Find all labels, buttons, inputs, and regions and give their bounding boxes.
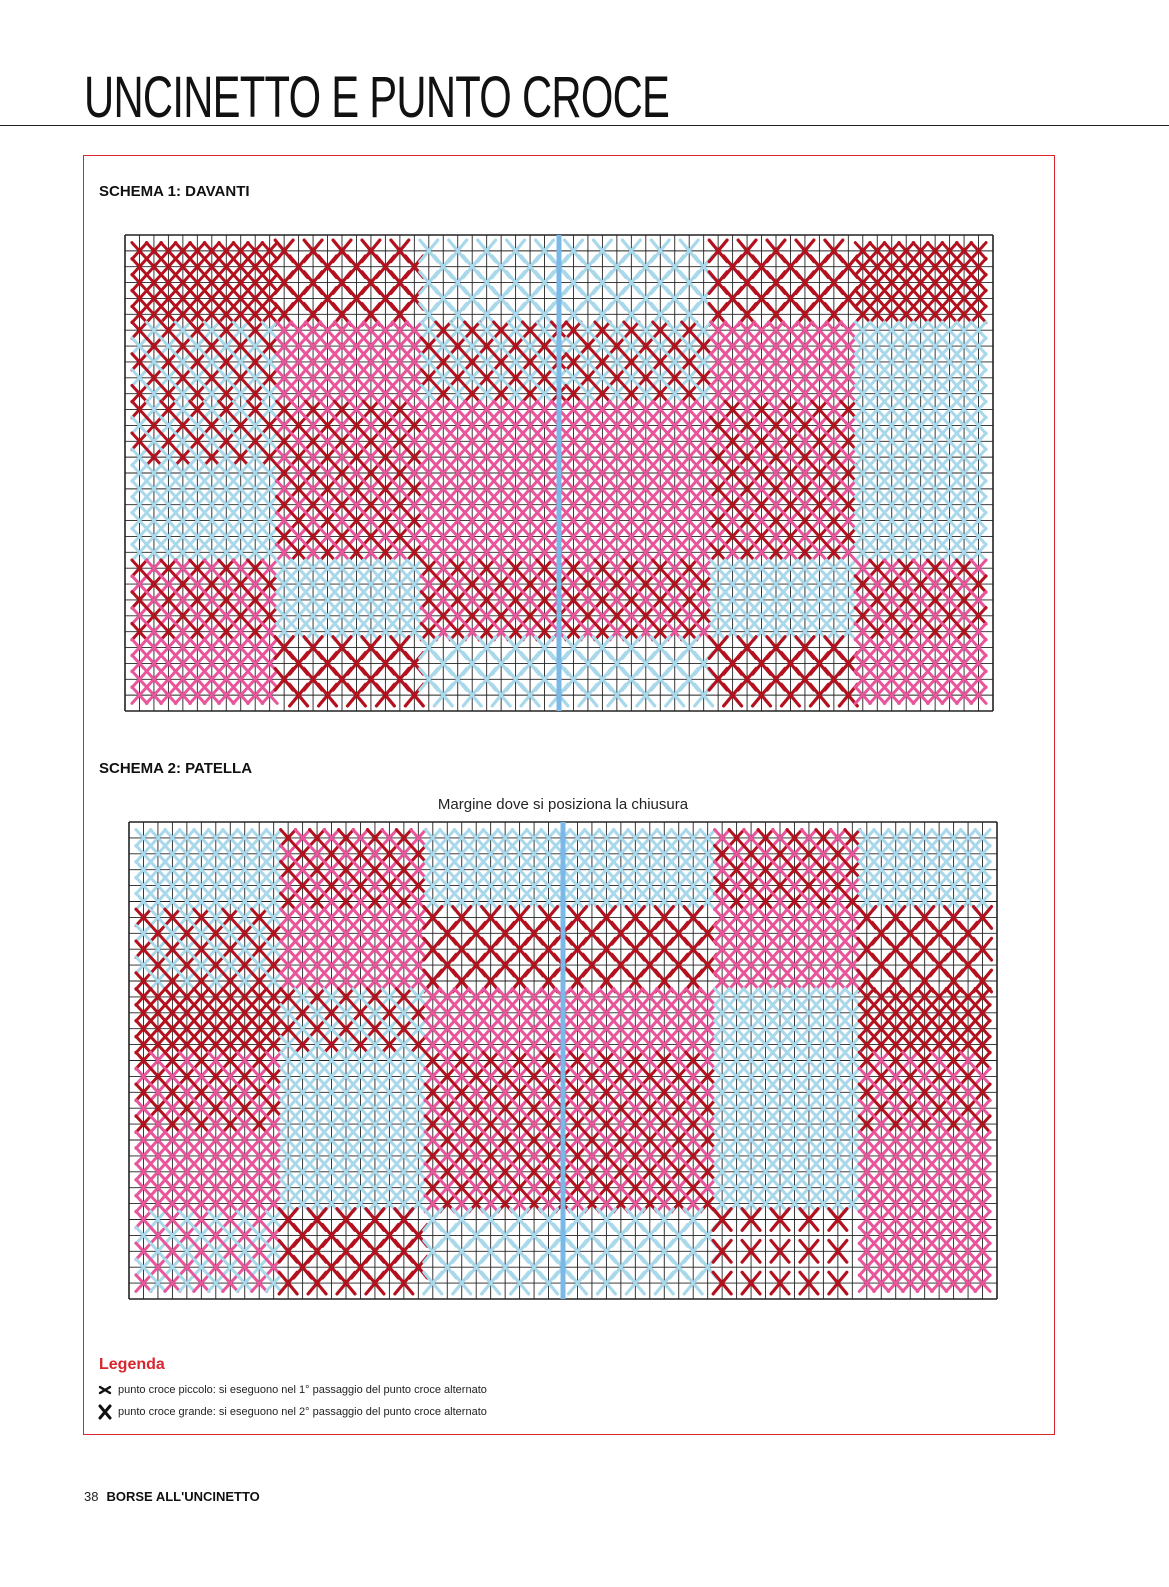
title-rule bbox=[0, 125, 1169, 126]
page-footer bbox=[84, 1489, 260, 1504]
page-title: UNCINETTO E PUNTO CROCE bbox=[84, 65, 670, 130]
legend-item-large bbox=[97, 1404, 487, 1420]
schema-1-title: SCHEMA 1: DAVANTI bbox=[99, 183, 250, 200]
legend-item-large-text: punto croce grande: si eseguono nel 2° passaggio del punto croce alternato bbox=[118, 1406, 487, 1418]
schema-2-chart bbox=[128, 821, 998, 1300]
page-number: 38 bbox=[84, 1489, 99, 1504]
schema-2-caption: Margine dove si posiziona la chiusura bbox=[437, 796, 689, 813]
legend-item-small-text: punto croce piccolo: si eseguono nel 1° passaggio del punto croce alternato bbox=[118, 1384, 487, 1396]
schema-2-title: SCHEMA 2: PATELLA bbox=[99, 760, 253, 777]
schema-1-chart bbox=[124, 234, 994, 712]
small-cross-icon bbox=[97, 1382, 113, 1398]
legend-item-small bbox=[97, 1382, 487, 1398]
large-cross-icon bbox=[97, 1404, 113, 1420]
legend-title: Legenda bbox=[99, 1356, 165, 1373]
magazine-name: BORSE ALL'UNCINETTO bbox=[106, 1489, 260, 1504]
